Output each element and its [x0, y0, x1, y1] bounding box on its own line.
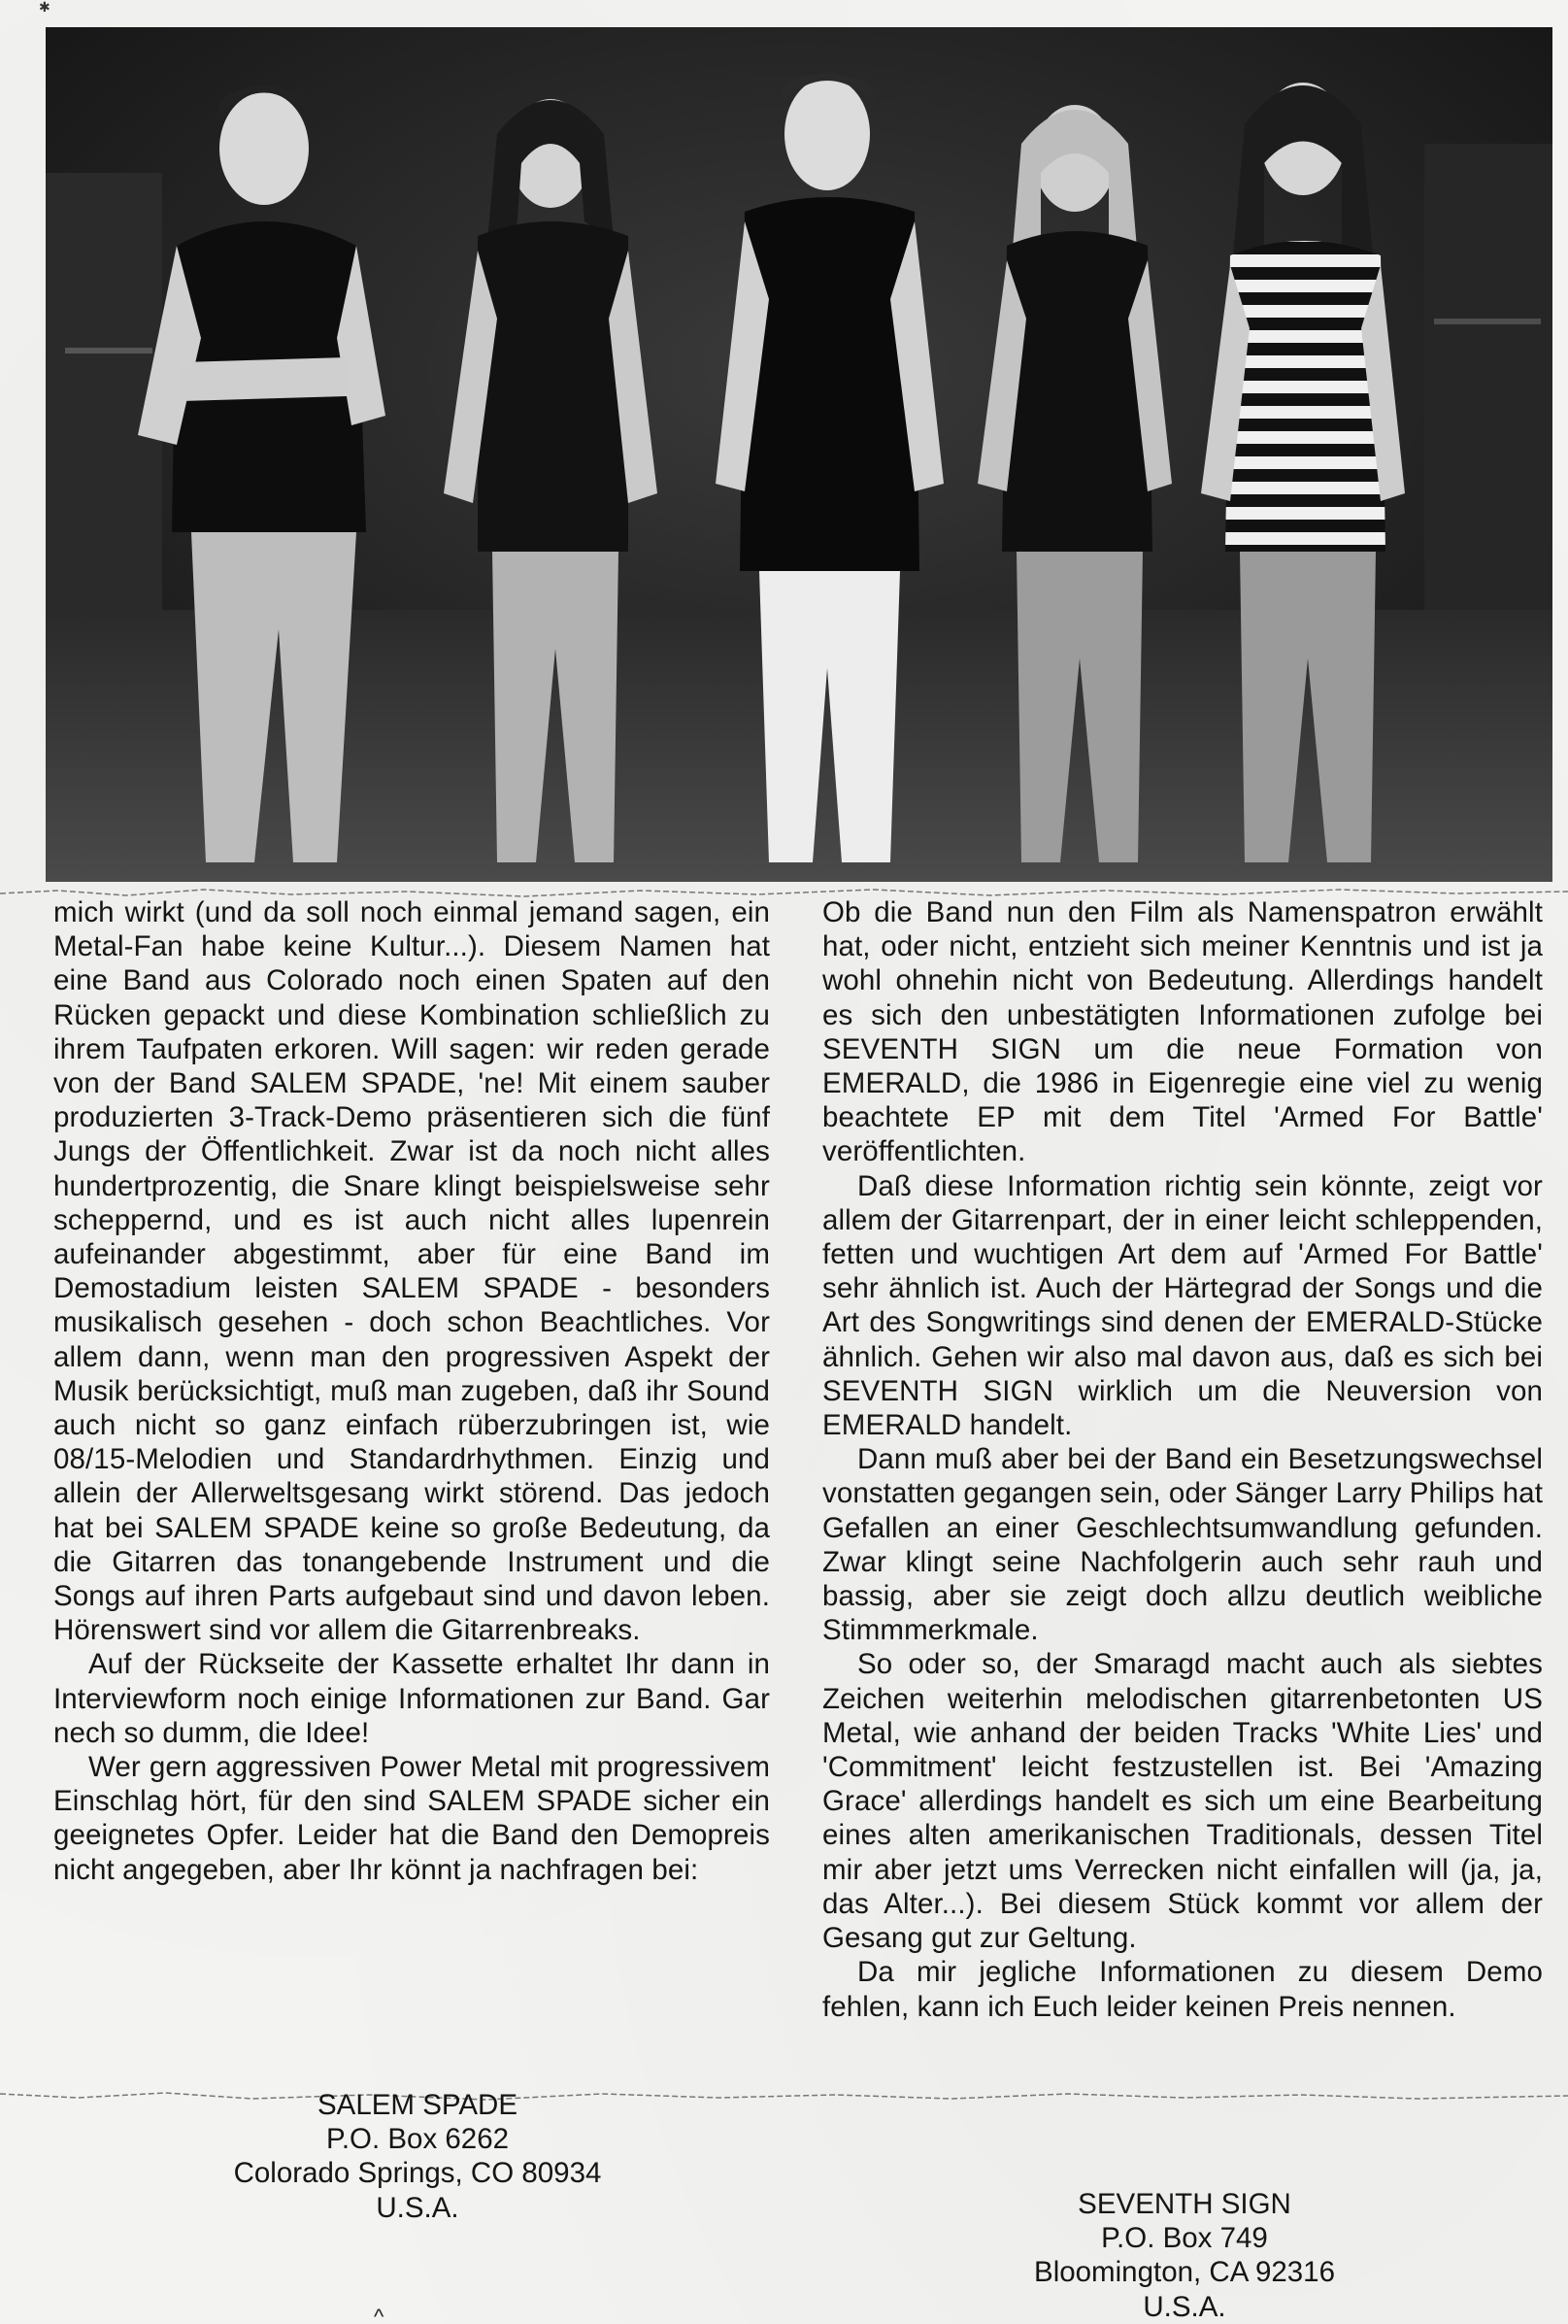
ink-speck: ✱	[39, 0, 50, 15]
caret-mark-icon: ^	[374, 2305, 384, 2324]
contact-address-seventh-sign	[893, 2187, 1476, 2324]
address-city: Bloomington, CA 92316	[1034, 2256, 1335, 2289]
address-box: P.O. Box 6262	[325, 2123, 510, 2156]
paragraph: Daß diese Information richtig sein könnte, zeigt vor allem der Gitarrenpart, der in einer leicht schleppenden, fetten und wuchtigen Art dem auf 'Armed For Battle' sehr ähnlich ist. Auch der Härtegrad der Songs und die Art des Songwritings sind denen der EMERALD-Stücke ähnlich. Gehen wir also mal davon aus, daß es sich bei SEVENTH SIGN wirklich um die Neuversion von EMERALD handelt.	[822, 1169, 1543, 1442]
address-country: U.S.A.	[376, 2191, 459, 2224]
paragraph: Ob die Band nun den Film als Namenspatron erwählt hat, oder nicht, entzieht sich meiner Kenntnis und ist ja wohl ohnehin nicht von Bedeutung. Allerdings handelt es sich den unbestätigten Informationen zufolge bei SEVENTH SIGN um die neue Formation von EMERALD, die 1986 in Eigenregie eine viel zu wenig beachtete EP mit dem Titel 'Armed For Battle' veröffentlichten.	[822, 896, 1543, 1168]
paragraph: Auf der Rückseite der Kassette erhaltet Ihr dann in Interviewform noch einige Informationen zur Band. Gar nech so dumm, die Idee!	[53, 1648, 770, 1749]
article-column-right	[822, 895, 1543, 2024]
address-name: SALEM SPADE	[317, 2089, 518, 2121]
paragraph: Wer gern aggressiven Power Metal mit progressivem Einschlag hört, für den sind SALEM SPADE sicher ein geeignetes Opfer. Leider hat die Band den Demopreis nicht angegeben, aber Ihr könnt ja nachfragen bei:	[53, 1751, 770, 1886]
address-city: Colorado Springs, CO 80934	[233, 2157, 602, 2190]
address-country: U.S.A.	[1143, 2290, 1226, 2323]
address-name: SEVENTH SIGN	[1078, 2188, 1291, 2220]
paragraph: So oder so, der Smaragd macht auch als siebtes Zeichen weiterhin melodischen gitarrenbetonten US Metal, wie anhand der beiden Tracks 'White Lies' und 'Commitment' leicht festzustellen ist. Bei 'Amazing Grace' allerdings handelt es sich um eine Bearbeitung eines alten amerikanischen Traditionals, dessen Titel mir aber jetzt ums Verrecken nicht einfallen will (ja, ja, das Alter...). Bei diesem Stück kommt vor allem der Gesang gut zur Geltung.	[822, 1648, 1543, 1955]
band-photo	[46, 27, 1552, 882]
contact-address-salem-spade	[126, 2088, 709, 2225]
paragraph: Da mir jegliche Informationen zu diesem Demo fehlen, kann ich Euch leider keinen Preis nennen.	[822, 1956, 1543, 2023]
paragraph: mich wirkt (und da soll noch einmal jemand sagen, ein Metal-Fan habe keine Kultur...). Diesem Namen hat eine Band aus Colorado noch einen Spaten auf den Rücken gepackt und diese Kombination schließlich zu ihrem Taufpaten erkoren. Will sagen: wir reden gerade von der Band SALEM SPADE, 'ne! Mit einem sauber produzierten 3-Track-Demo präsentieren sich die fünf Jungs der Öffentlichkeit. Zwar ist da noch nicht alles hundertprozentig, die Snare klingt beispielsweise sehr scheppernd, und es ist auch nicht alles lupenrein aufeinander abgestimmt, aber für eine Band im Demostadium leisten SALEM SPADE - besonders musikalisch gesehen - doch schon Beachtliches. Vor allem dann, wenn man den progressiven Aspekt der Musik berücksichtigt, muß man zugeben, daß ihr Sound auch nicht so ganz einfach rüberzubringen ist, wie 08/15-Melodien und Standardrhythmen. Einzig und allein der Allerweltsgesang wirkt störend. Das jedoch hat bei SALEM SPADE keine so große Bedeutung, da die Gitarren das tonangebende Instrument und die Songs auf ihren Parts aufgebaut sind und davon leben. Hörenswert sind vor allem die Gitarrenbreaks.	[53, 896, 770, 1647]
address-box: P.O. Box 749	[1101, 2222, 1268, 2255]
paragraph: Dann muß aber bei der Band ein Besetzungswechsel vonstatten gegangen sein, oder Sänger Larry Philips hat Gefallen an einer Geschlechtsumwandlung gefunden. Zwar klingt seine Nachfolgerin auch sehr rauh und bassig, aber sie zeigt doch allzu deutlich weibliche Stimmmerkmale.	[822, 1443, 1543, 1647]
article-column-left	[53, 895, 770, 1887]
